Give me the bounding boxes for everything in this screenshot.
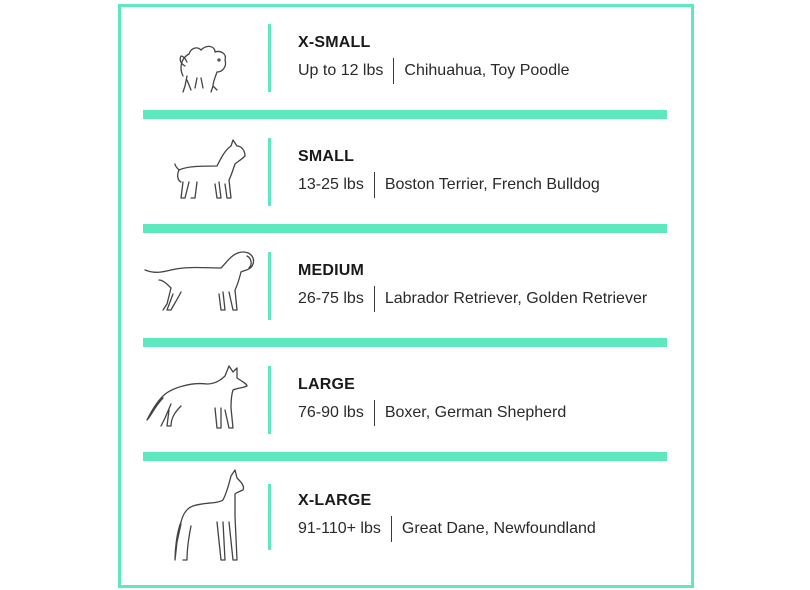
separator: [391, 516, 392, 542]
row-divider: [143, 110, 667, 119]
size-row-x-large: [121, 470, 691, 570]
breed-examples: Boxer, German Shepherd: [384, 404, 567, 421]
shepherd-icon: [141, 362, 269, 442]
size-label: SMALL: [298, 148, 355, 165]
separator: [374, 172, 375, 198]
breed-examples: Labrador Retriever, Golden Retriever: [384, 290, 648, 307]
size-detail: [298, 58, 570, 84]
row-divider: [143, 338, 667, 347]
size-detail: [298, 400, 566, 426]
separator: [374, 286, 375, 312]
weight-range: 26-75 lbs: [298, 290, 364, 307]
row-accent-bar: [268, 366, 271, 434]
breed-examples: Chihuahua, Toy Poodle: [404, 62, 570, 79]
weight-range: 91-110+ lbs: [298, 520, 381, 537]
weight-range: 13-25 lbs: [298, 176, 364, 193]
size-detail: [298, 172, 600, 198]
breed-examples: Boston Terrier, French Bulldog: [384, 176, 600, 193]
size-row-large: [121, 360, 691, 440]
size-label: X-LARGE: [298, 492, 372, 509]
size-label: LARGE: [298, 376, 355, 393]
breed-examples: Great Dane, Newfoundland: [401, 520, 596, 537]
size-row-x-small: [121, 22, 691, 102]
row-divider: [143, 452, 667, 461]
separator: [374, 400, 375, 426]
small-fluffy-dog-icon: [141, 28, 269, 108]
size-row-small: [121, 134, 691, 214]
size-detail: [298, 286, 647, 312]
size-row-medium: [121, 248, 691, 328]
row-accent-bar: [268, 252, 271, 320]
retriever-icon: [141, 248, 269, 328]
size-label: MEDIUM: [298, 262, 365, 279]
weight-range: 76-90 lbs: [298, 404, 364, 421]
row-accent-bar: [268, 138, 271, 206]
bulldog-icon: [141, 136, 269, 216]
great-dane-icon: [141, 470, 269, 562]
size-detail: [298, 516, 596, 542]
row-accent-bar: [268, 484, 271, 550]
size-label: X-SMALL: [298, 34, 371, 51]
row-divider: [143, 224, 667, 233]
row-accent-bar: [268, 24, 271, 92]
weight-range: Up to 12 lbs: [298, 62, 384, 79]
separator: [393, 58, 394, 84]
